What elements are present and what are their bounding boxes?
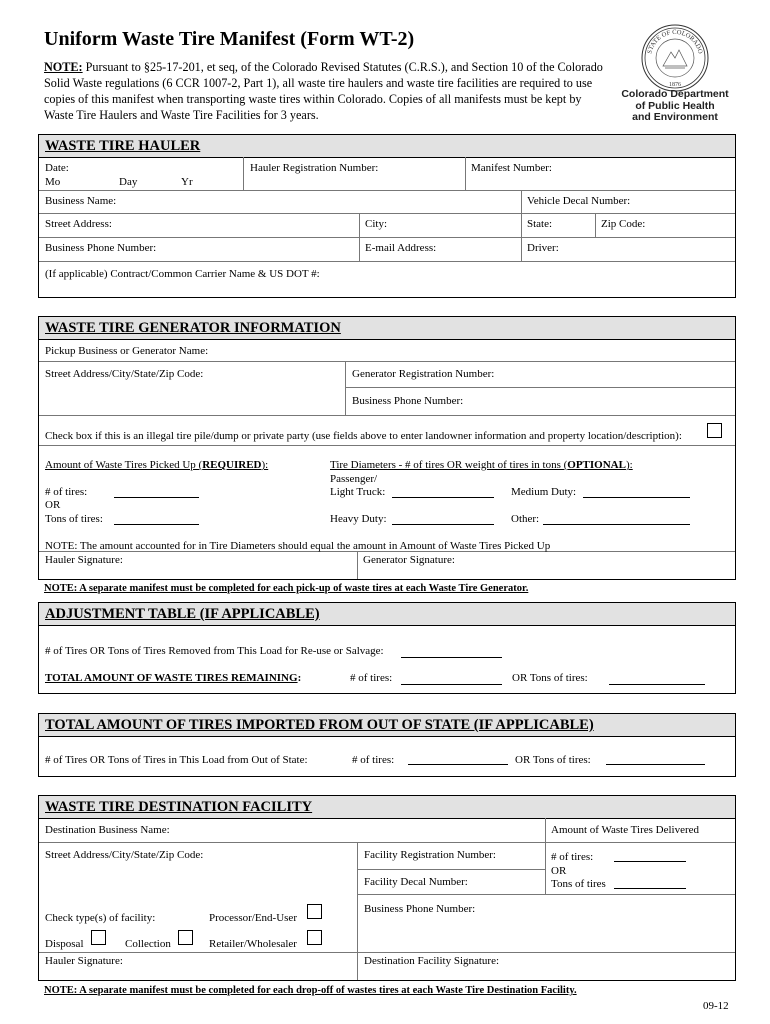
removed-input[interactable] (401, 657, 502, 658)
destination-business-name-field[interactable]: Destination Business Name: (45, 824, 170, 836)
light-truck-label: Light Truck: (330, 486, 386, 498)
agency-line-1: Colorado Department (621, 88, 729, 100)
collection-checkbox[interactable] (178, 930, 193, 945)
imported-label: # of Tires OR Tons of Tires in This Load from Out of State: (45, 754, 308, 766)
seal-text: STATE OF COLORADO (646, 28, 704, 55)
hauler-email-field[interactable]: E-mail Address: (365, 242, 437, 254)
delivered-tons-label: Tons of tires (551, 878, 606, 890)
light-truck-input[interactable] (392, 497, 494, 498)
illegal-pile-label: Check box if this is an illegal tire pile/dump or private party (use fields above to enter landowner information and property location/description): (45, 430, 682, 442)
generator-hauler-signature-field[interactable]: Hauler Signature: (45, 554, 123, 566)
facility-phone-field[interactable]: Business Phone Number: (364, 903, 476, 915)
illegal-pile-checkbox[interactable] (707, 423, 722, 438)
tire-diameters-label: Tire Diameters - # of tires OR weight of tires in tons (OPTIONAL): (330, 459, 633, 471)
imported-heading: TOTAL AMOUNT OF TIRES IMPORTED FROM OUT OF STATE (IF APPLICABLE) (39, 714, 735, 737)
hauler-zip-field[interactable]: Zip Code: (601, 218, 646, 230)
adjustment-heading: ADJUSTMENT TABLE (IF APPLICABLE) (39, 603, 735, 626)
state-seal-icon (641, 24, 709, 92)
facility-type-label: Check type(s) of facility: (45, 912, 156, 924)
hauler-section (38, 134, 736, 298)
date-label: Date: (45, 162, 69, 174)
delivered-tons-input[interactable] (614, 888, 686, 889)
legal-note (44, 59, 612, 123)
hauler-phone-field[interactable]: Business Phone Number: (45, 242, 157, 254)
imported-tons-label: OR Tons of tires: (515, 754, 591, 766)
disposal-label: Disposal (45, 938, 84, 950)
generator-heading: WASTE TIRE GENERATOR INFORMATION (39, 317, 735, 340)
processor-checkbox[interactable] (307, 904, 322, 919)
hauler-state-field[interactable]: State: (527, 218, 553, 230)
retailer-checkbox[interactable] (307, 930, 322, 945)
amount-delivered-label: Amount of Waste Tires Delivered (551, 824, 700, 836)
generator-registration-field[interactable]: Generator Registration Number: (352, 368, 495, 380)
day-label[interactable]: Day (119, 176, 138, 188)
imported-num-tires-input[interactable] (408, 764, 508, 765)
form-title: Uniform Waste Tire Manifest (Form WT-2) (44, 28, 415, 50)
hauler-street-field[interactable]: Street Address: (45, 218, 112, 230)
legal-note-text: Pursuant to §25-17-201, et seq, of the Colorado Revised Statutes (C.R.S.), and Section 10 of the Colorado Solid Waste regulations (6 CCR 1007-2, Part 1), all waste tire haulers and waste tire facilities are required to use copies of this manifest when transporting waste tires within Colorado. Copies of all manifests must be kept by Waste Tire Haulers and Waste Tire Facilities for 3 years. (44, 60, 603, 122)
imported-tons-input[interactable] (606, 764, 705, 765)
diameter-note: NOTE: The amount accounted for in Tire Diameters should equal the amount in Amount of Waste Tires Picked Up (45, 540, 551, 552)
destination-heading: WASTE TIRE DESTINATION FACILITY (39, 796, 735, 819)
facility-decal-field[interactable]: Facility Decal Number: (364, 876, 468, 888)
destination-section (38, 795, 736, 981)
destination-hauler-signature-field[interactable]: Hauler Signature: (45, 955, 123, 967)
other-label: Other: (511, 513, 540, 525)
hauler-business-name-field[interactable]: Business Name: (45, 195, 117, 207)
retailer-label: Retailer/Wholesaler (209, 938, 297, 950)
imported-section (38, 713, 736, 777)
remaining-tons-label: OR Tons of tires: (512, 672, 588, 684)
processor-label: Processor/End-User (209, 912, 297, 924)
heavy-duty-input[interactable] (392, 524, 494, 525)
generator-street-field[interactable]: Street Address/City/State/Zip Code: (45, 368, 204, 380)
num-tires-label: # of tires: (45, 486, 88, 498)
facility-registration-field[interactable]: Facility Registration Number: (364, 849, 496, 861)
imported-num-tires-label: # of tires: (352, 754, 395, 766)
removed-label: # of Tires OR Tons of Tires Removed from This Load for Re-use or Salvage: (45, 645, 384, 657)
pickup-name-field[interactable]: Pickup Business or Generator Name: (45, 345, 209, 357)
agency-line-2: of Public Health (635, 99, 715, 112)
tons-input[interactable] (114, 524, 199, 525)
generator-signature-field[interactable]: Generator Signature: (363, 554, 455, 566)
or-label: OR (45, 499, 61, 511)
svg-text:STATE OF COLORADO (646, 29, 703, 55)
total-remaining-label: TOTAL AMOUNT OF WASTE TIRES REMAINING: (45, 672, 302, 684)
disposal-checkbox[interactable] (91, 930, 106, 945)
remaining-num-tires-label: # of tires: (350, 672, 393, 684)
other-input[interactable] (543, 524, 690, 525)
adjustment-section (38, 602, 736, 694)
year-label[interactable]: Yr (181, 176, 193, 188)
generator-section (38, 316, 736, 580)
month-label[interactable]: Mo (45, 176, 61, 188)
tons-label: Tons of tires: (45, 513, 103, 525)
seal-year: 1876 (669, 82, 681, 88)
driver-field[interactable]: Driver: (527, 242, 559, 254)
amount-picked-up-label: Amount of Waste Tires Picked Up (REQUIRED): (45, 459, 269, 471)
passenger-label: Passenger/ (330, 473, 378, 485)
delivered-or-label: OR (551, 865, 567, 877)
remaining-tons-input[interactable] (609, 684, 705, 685)
hauler-registration-field[interactable]: Hauler Registration Number: (250, 162, 379, 174)
legal-note-label: NOTE: (44, 60, 83, 74)
manifest-number-field[interactable]: Manifest Number: (471, 162, 552, 174)
delivered-num-tires-label: # of tires: (551, 851, 594, 863)
vehicle-decal-field[interactable]: Vehicle Decal Number: (527, 195, 631, 207)
carrier-field[interactable]: (If applicable) Contract/Common Carrier Name & US DOT #: (45, 268, 320, 280)
agency-line-3: and Environment (632, 111, 718, 124)
hauler-city-field[interactable]: City: (365, 218, 388, 230)
generator-phone-field[interactable]: Business Phone Number: (352, 395, 464, 407)
dropoff-note: NOTE: A separate manifest must be completed for each drop-off of wastes tires at each Waste Tire Destination Facility. (44, 985, 577, 996)
destination-street-field[interactable]: Street Address/City/State/Zip Code: (45, 849, 204, 861)
medium-duty-label: Medium Duty: (511, 486, 577, 498)
medium-duty-input[interactable] (583, 497, 690, 498)
delivered-num-tires-input[interactable] (614, 861, 686, 862)
remaining-num-tires-input[interactable] (401, 684, 502, 685)
hauler-heading: WASTE TIRE HAULER (39, 135, 735, 158)
agency-name (616, 89, 734, 124)
num-tires-input[interactable] (114, 497, 199, 498)
revision-date: 09-12 (703, 1000, 729, 1012)
pickup-note: NOTE: A separate manifest must be completed for each pick-up of waste tires at each Waste Tire Generator. (44, 583, 529, 594)
heavy-duty-label: Heavy Duty: (330, 513, 387, 525)
collection-label: Collection (125, 938, 171, 950)
facility-signature-field[interactable]: Destination Facility Signature: (364, 955, 500, 967)
